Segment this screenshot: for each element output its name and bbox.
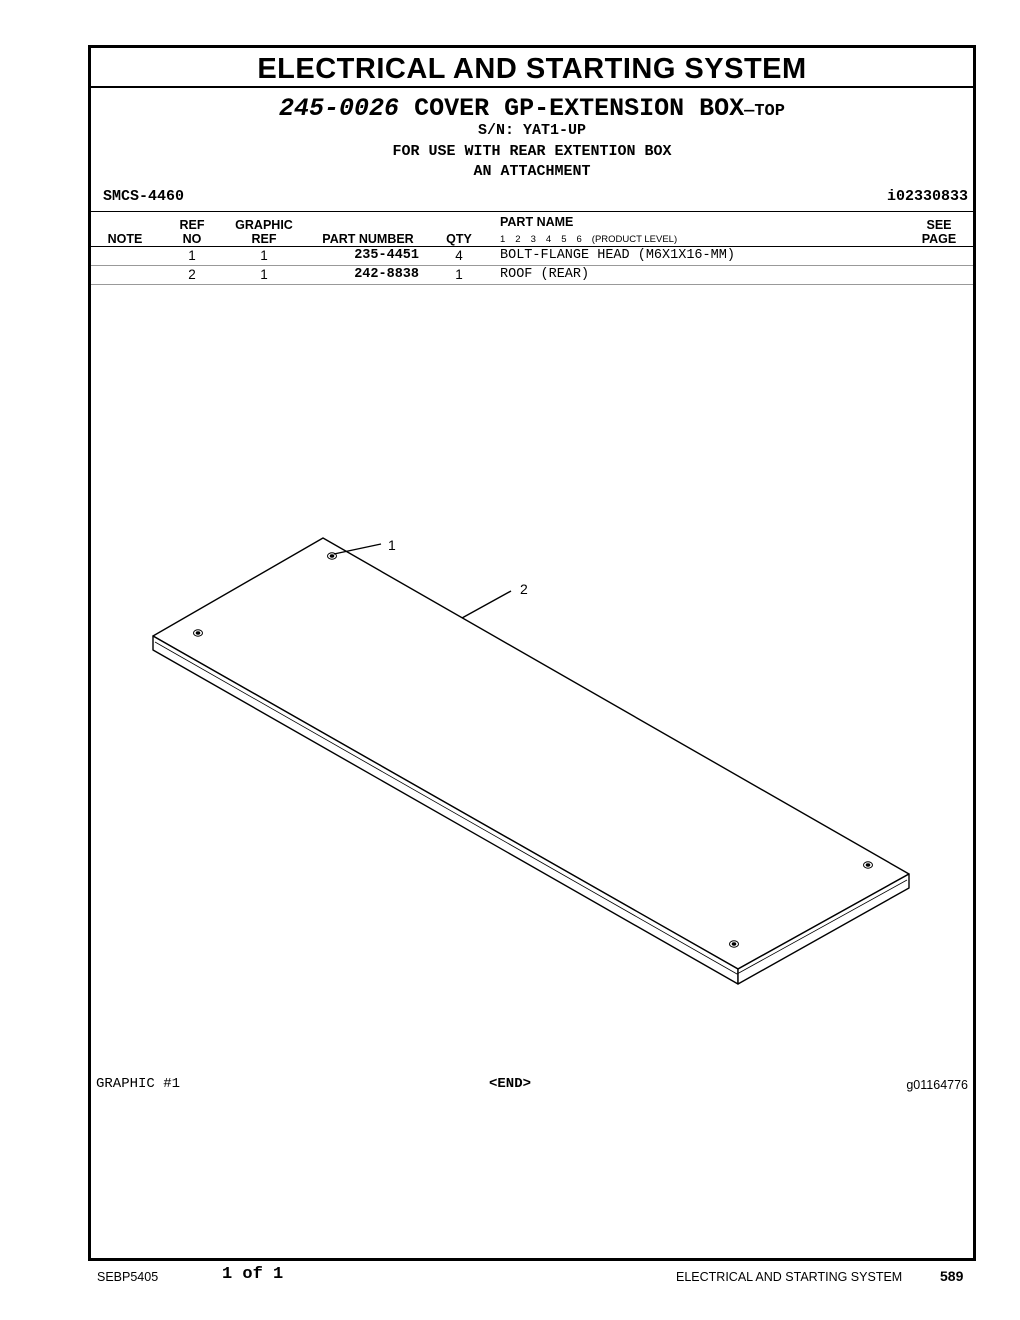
parts-illustration [91, 48, 973, 1258]
end-marker: <END> [489, 1076, 532, 1092]
col-ref-no-top: REF [179, 218, 205, 232]
row-graphic-ref: 1 [260, 248, 268, 263]
callout-1: 1 [388, 537, 396, 553]
row-part-number: 242-8838 [354, 267, 419, 282]
level-2: 2 [515, 234, 521, 245]
col-see-page-bottom: PAGE [921, 232, 957, 246]
page-frame [88, 45, 976, 1261]
group-suffix: —TOP [744, 102, 785, 121]
usage-line-2: AN ATTACHMENT [473, 163, 591, 180]
row-graphic-ref: 1 [260, 267, 268, 282]
doc-number: SEBP5405 [97, 1270, 159, 1284]
col-graphic-ref-top: GRAPHIC [235, 218, 293, 232]
col-qty: QTY [446, 232, 472, 246]
bolt-icon [194, 630, 203, 636]
row-ref-no: 1 [188, 248, 196, 263]
smcs-code: SMCS-4460 [103, 188, 185, 205]
level-4: 4 [545, 234, 552, 245]
col-see-page-top: SEE [926, 218, 952, 232]
row-part-name: ROOF (REAR) [500, 267, 590, 282]
level-3: 3 [530, 234, 536, 245]
group-description: COVER GP-EXTENSION BOX [414, 94, 745, 123]
product-level-label: (PRODUCT LEVEL) [591, 234, 678, 245]
illustration-id: i02330833 [886, 188, 968, 205]
row-ref-no: 2 [188, 267, 196, 282]
footer-section: ELECTRICAL AND STARTING SYSTEM [676, 1270, 903, 1284]
callout-2: 2 [520, 581, 528, 597]
level-6: 6 [576, 234, 582, 245]
level-5: 5 [561, 234, 567, 245]
bolt-icon [730, 941, 739, 947]
page-of: 1 of 1 [222, 1265, 284, 1284]
graphic-label: GRAPHIC #1 [96, 1076, 181, 1092]
col-note: NOTE [107, 232, 143, 246]
group-part-number: 245-0026 [279, 94, 400, 123]
graphic-id: g01164776 [906, 1078, 968, 1092]
col-graphic-ref-bottom: REF [251, 232, 277, 246]
row-part-number: 235-4451 [354, 248, 419, 263]
leader-line-2 [462, 591, 511, 618]
serial-number: S/N: YAT1-UP [477, 122, 587, 139]
roof-panel-top [153, 538, 909, 969]
col-ref-no-bottom: NO [182, 232, 202, 246]
row-part-name: BOLT-FLANGE HEAD (M6X1X16-MM) [500, 248, 735, 263]
bolt-icon [864, 862, 873, 868]
col-part-number: PART NUMBER [322, 232, 414, 246]
usage-line-1: FOR USE WITH REAR EXTENTION BOX [392, 143, 672, 160]
page-title: ELECTRICAL AND STARTING SYSTEM [257, 53, 807, 85]
row-qty: 4 [455, 248, 463, 263]
level-1: 1 [500, 234, 506, 245]
row-qty: 1 [455, 267, 463, 282]
col-part-name: PART NAME [500, 215, 574, 229]
page-number: 589 [940, 1268, 964, 1284]
